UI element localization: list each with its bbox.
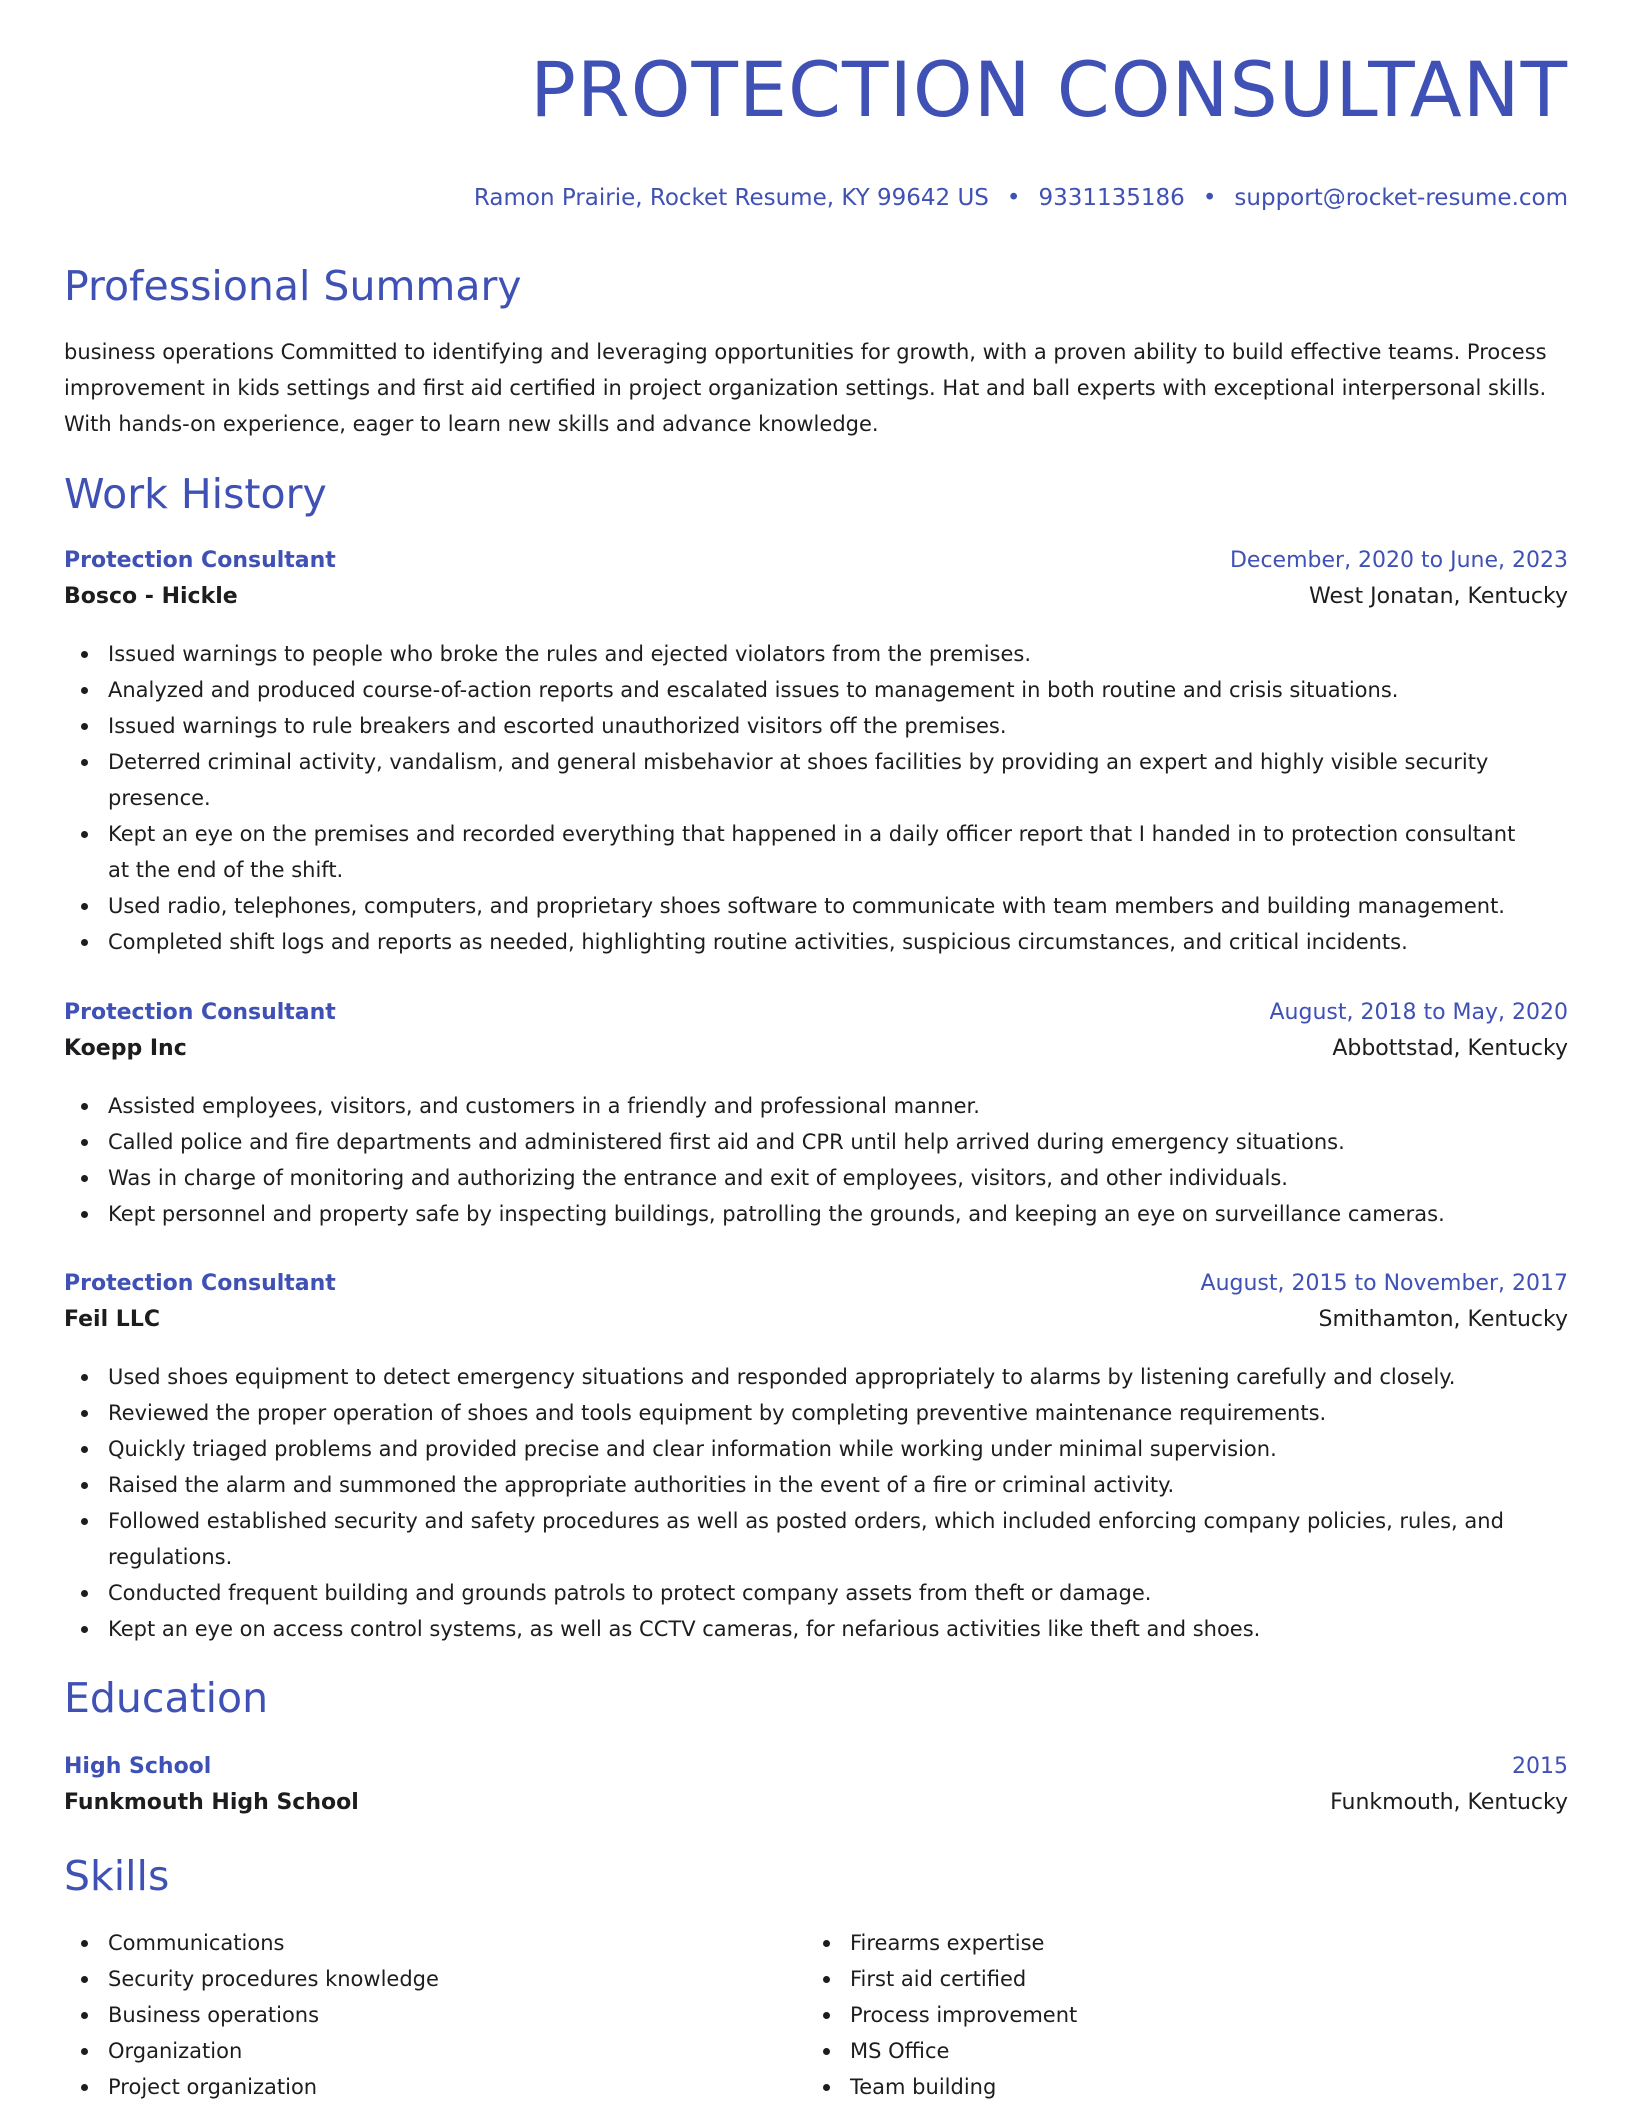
job-dates: August, 2015 to November, 2017: [1200, 1271, 1568, 1296]
education-school: Funkmouth High School: [64, 1790, 359, 1815]
skills-columns: [64, 1925, 1568, 2105]
contact-email[interactable]: support@rocket-resume.com: [1234, 185, 1568, 211]
skill-item: First aid certified: [850, 1961, 1548, 1997]
job-dates: August, 2018 to May, 2020: [1269, 1000, 1568, 1025]
contact-separator: •: [1202, 185, 1217, 211]
job-header: [64, 543, 1568, 609]
job-bullet: Kept an eye on access control systems, as well as CCTV cameras, for nefarious activities like theft and shoes.: [108, 1611, 1568, 1647]
job-bullet: Completed shift logs and reports as needed, highlighting routine activities, suspicious circumstances, and critical incidents.: [108, 924, 1568, 960]
job-bullet: Reviewed the proper operation of shoes and tools equipment by completing preventive maintenance requirements.: [108, 1395, 1568, 1431]
skill-item: Project organization: [108, 2069, 806, 2105]
skill-item: Process improvement: [850, 1997, 1548, 2033]
skill-item: MS Office: [850, 2033, 1548, 2069]
job-bullet: Was in charge of monitoring and authorizing the entrance and exit of employees, visitors, and other individuals.: [108, 1160, 1568, 1196]
job-title: Protection Consultant: [64, 1000, 336, 1025]
skill-item: Firearms expertise: [850, 1925, 1548, 1961]
job-header: [64, 995, 1568, 1061]
job-bullet: Assisted employees, visitors, and customers in a friendly and professional manner.: [108, 1088, 1568, 1124]
job-header: [64, 1266, 1568, 1332]
job-bullets: [64, 636, 1568, 960]
skill-item: Business operations: [108, 1997, 806, 2033]
summary-heading: Professional Summary: [64, 262, 522, 310]
job-bullet: Used radio, telephones, computers, and proprietary shoes software to communicate with team members and building management.: [108, 888, 1568, 924]
skills-list-left: [64, 1925, 806, 2105]
job-bullet: Kept an eye on the premises and recorded everything that happened in a daily officer report that I handed in to protection consultant at the end of the shift.: [108, 816, 1568, 888]
education-heading: Education: [64, 1674, 269, 1722]
job-title: Protection Consultant: [64, 548, 336, 573]
job-bullet: Kept personnel and property safe by inspecting buildings, patrolling the grounds, and keeping an eye on surveillance cameras.: [108, 1196, 1568, 1232]
job-bullet: Conducted frequent building and grounds patrols to protect company assets from theft or damage.: [108, 1575, 1568, 1611]
job-company: Feil LLC: [64, 1307, 160, 1332]
job-bullet: Issued warnings to rule breakers and escorted unauthorized visitors off the premises.: [108, 708, 1568, 744]
skill-item: Organization: [108, 2033, 806, 2069]
contact-separator: •: [1006, 185, 1021, 211]
education-entry: [64, 1749, 1568, 1815]
skill-item: Communications: [108, 1925, 806, 1961]
resume-title: PROTECTION CONSULTANT: [530, 45, 1568, 134]
job-bullet: Raised the alarm and summoned the appropriate authorities in the event of a fire or criminal activity.: [108, 1467, 1568, 1503]
education-year: 2015: [1512, 1754, 1568, 1779]
job-location: Smithamton, Kentucky: [1318, 1307, 1568, 1332]
job-bullet: Followed established security and safety procedures as well as posted orders, which included enforcing company policies, rules, and regulations.: [108, 1503, 1568, 1575]
contact-address: Ramon Prairie, Rocket Resume, KY 99642 US: [473, 185, 989, 211]
job-bullets: [64, 1359, 1568, 1647]
job-bullet: Called police and fire departments and administered first aid and CPR until help arrived during emergency situations.: [108, 1124, 1568, 1160]
education-degree: High School: [64, 1754, 212, 1779]
job-title: Protection Consultant: [64, 1271, 336, 1296]
education-location: Funkmouth, Kentucky: [1330, 1790, 1568, 1815]
contact-phone[interactable]: 9331135186: [1038, 185, 1185, 211]
job-company: Bosco - Hickle: [64, 584, 238, 609]
summary-text: business operations Committed to identifying and leveraging opportunities for growth, with a proven ability to build effective teams. Process improvement in kids settings and first aid certified in project organization settings. Hat and ball experts with exceptional interpersonal skills. With hands-on experience, eager to learn new skills and advance knowledge.: [64, 340, 1547, 436]
contact-line: [474, 182, 1568, 214]
job-bullet: Issued warnings to people who broke the rules and ejected violators from the premises.: [108, 636, 1568, 672]
job-bullets: [64, 1088, 1568, 1232]
job-location: Abbottstad, Kentucky: [1332, 1036, 1568, 1061]
job-bullet: Used shoes equipment to detect emergency situations and responded appropriately to alarms by listening carefully and closely.: [108, 1359, 1568, 1395]
skills-list-right: [806, 1925, 1548, 2105]
job-bullet: Analyzed and produced course-of-action reports and escalated issues to management in both routine and crisis situations.: [108, 672, 1568, 708]
skills-heading: Skills: [64, 1852, 170, 1900]
job-bullet: Deterred criminal activity, vandalism, and general misbehavior at shoes facilities by providing an expert and highly visible security presence.: [108, 744, 1568, 816]
job-location: West Jonatan, Kentucky: [1309, 584, 1568, 609]
work-history-heading: Work History: [64, 470, 327, 518]
job-dates: December, 2020 to June, 2023: [1229, 548, 1568, 573]
skill-item: Security procedures knowledge: [108, 1961, 806, 1997]
skill-item: Team building: [850, 2069, 1548, 2105]
job-company: Koepp Inc: [64, 1036, 187, 1061]
job-bullet: Quickly triaged problems and provided precise and clear information while working under minimal supervision.: [108, 1431, 1568, 1467]
